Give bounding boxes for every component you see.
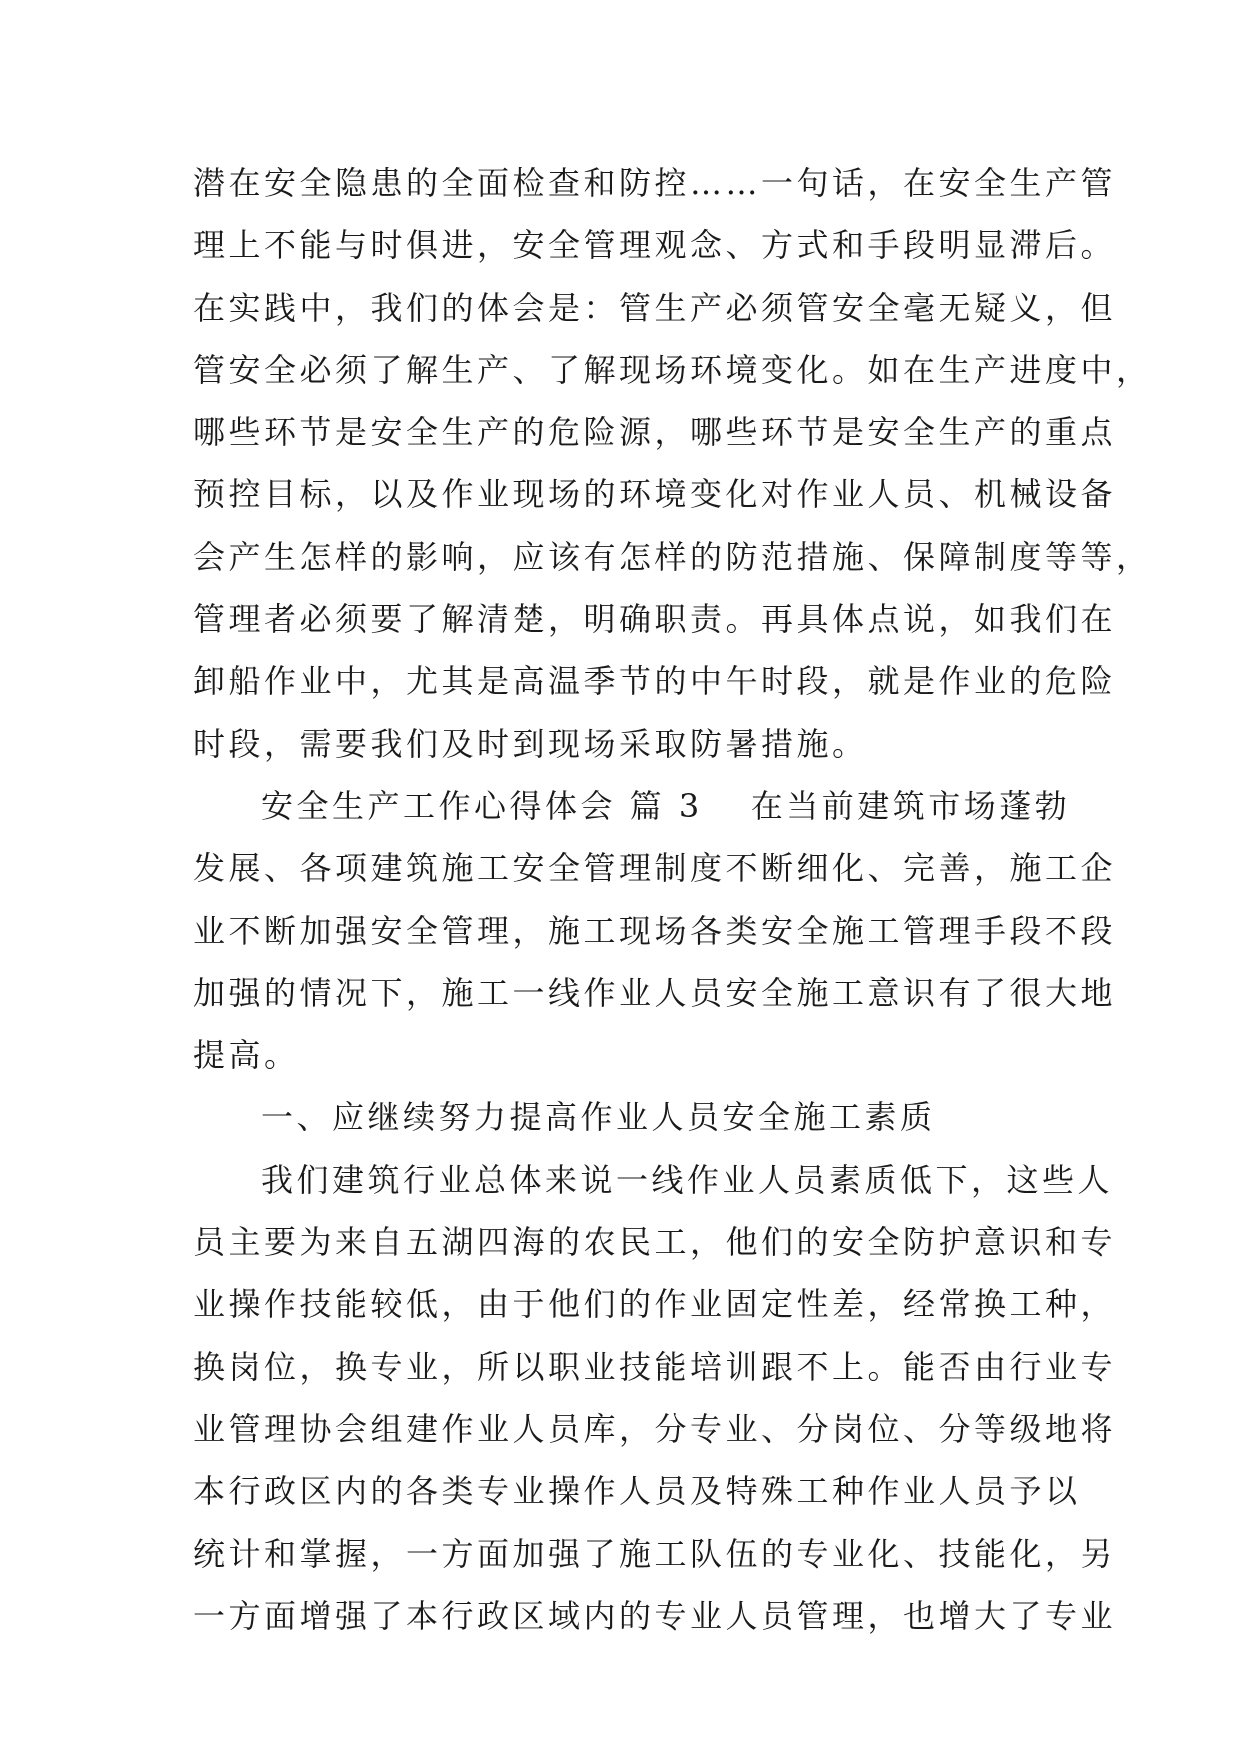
text-line: 潜在安全隐患的全面检查和防控……一句话，在安全生产管 <box>193 164 1117 202</box>
section-first-line: 在当前建筑市场蓬勃 <box>750 786 1071 825</box>
document-body <box>193 152 1152 1647</box>
section-heading-line <box>193 775 1073 837</box>
text-line: 卸船作业中，尤其是高温季节的中午时段，就是作业的危险 <box>193 662 1117 701</box>
text-line: 提高。 <box>193 1036 300 1075</box>
paragraph-first-line: 我们建筑行业总体来说一线作业人员素质低下，这些人 <box>261 1160 1114 1199</box>
text-line: 哪些环节是安全生产的危险源，哪些环节是安全生产的重点 <box>193 413 1117 452</box>
text-line: 一方面增强了本行政区域内的专业人员管理，也增大了专业 <box>193 1596 1117 1635</box>
text-line: 在实践中，我们的体会是：管生产必须管安全毫无疑义，但 <box>193 288 1117 327</box>
text-line: 管安全必须了解生产、了解现场环境变化。如在生产进度中， <box>193 350 1152 389</box>
text-line: 换岗位，换专业，所以职业技能培训跟不上。能否由行业专 <box>193 1347 1117 1386</box>
text-line: 发展、各项建筑施工安全管理制度不断细化、完善，施工企 <box>193 849 1117 888</box>
text-line: 本行政区内的各类专业操作人员及特殊工种作业人员予以 <box>193 1472 1081 1511</box>
text-line: 理上不能与时俱进，安全管理观念、方式和手段明显滞后。 <box>193 226 1117 265</box>
subheading: 一、应继续努力提高作业人员安全施工素质 <box>261 1098 936 1137</box>
text-line: 业管理协会组建作业人员库，分专业、分岗位、分等级地将 <box>193 1409 1117 1448</box>
text-line: 会产生怎样的影响，应该有怎样的防范措施、保障制度等等， <box>193 537 1152 576</box>
text-line: 管理者必须要了解清楚，明确职责。再具体点说，如我们在 <box>193 600 1117 639</box>
text-line: 加强的情况下，施工一线作业人员安全施工意识有了很大地 <box>193 973 1117 1012</box>
text-line: 业操作技能较低，由于他们的作业固定性差，经常换工种， <box>193 1285 1117 1324</box>
text-line: 时段，需要我们及时到现场采取防暑措施。 <box>193 724 868 763</box>
text-line: 统计和掌握，一方面加强了施工队伍的专业化、技能化，另 <box>193 1534 1117 1573</box>
section-heading: 安全生产工作心得体会 篇 3 <box>261 786 703 825</box>
text-line: 预控目标，以及作业现场的环境变化对作业人员、机械设备 <box>193 475 1117 514</box>
text-line: 业不断加强安全管理，施工现场各类安全施工管理手段不段 <box>193 911 1117 950</box>
text-line: 员主要为来自五湖四海的农民工，他们的安全防护意识和专 <box>193 1223 1117 1262</box>
